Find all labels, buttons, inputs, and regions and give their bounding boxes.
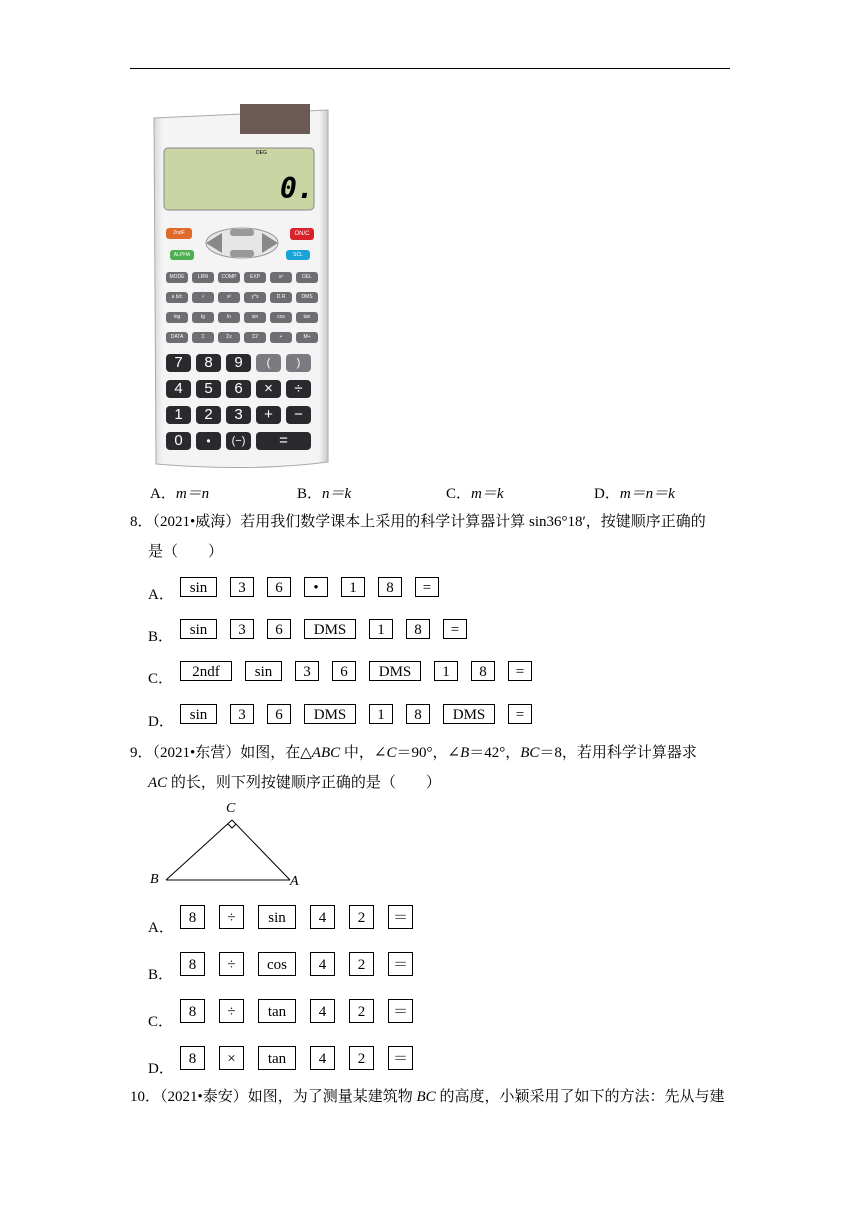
calculator-key-box [349,905,374,929]
calculator-key-box [406,704,430,724]
calculator-key-box [258,952,296,976]
scl-key[interactable]: SCL [286,250,310,260]
number-row-2 [166,380,311,398]
alpha-key[interactable]: ALPHA [170,250,194,260]
key-label: • [313,580,319,596]
calc-key[interactable]: 7 [166,354,191,372]
calculator-key-box [180,577,217,597]
q9-var: AC [148,775,168,791]
option-label: C． [446,486,472,502]
key-label: 8 [188,1051,197,1067]
key-label: 1 [349,580,357,596]
calculator-key-box [180,952,205,976]
key-label: 8 [414,707,422,723]
calculator-key-box [219,999,244,1023]
calculator-key-box [230,577,254,597]
q10-stem-line1 [130,1087,724,1107]
calculator-key-box [406,619,430,639]
number-row-3 [166,406,311,424]
calculator-key-box [369,661,421,681]
q9-text: ＝90°，∠ [396,745,461,761]
calculator-key-box [295,661,319,681]
calculator-key-box [388,1046,413,1070]
key-label: ＝ [392,1051,408,1067]
calc-key[interactable]: ln [218,312,240,323]
calculator-key-box [180,999,205,1023]
vertex-label-b: B [150,872,159,887]
calc-key[interactable]: 4 [166,380,191,398]
key-label: 8 [386,580,394,596]
option-label: B． [297,486,323,502]
key-label: tan [267,1004,287,1020]
key-label: 6 [275,580,283,596]
calculator-key-box [349,952,374,976]
vertex-label-a: A [290,874,299,889]
function-row-2 [166,292,318,303]
calc-key[interactable]: DMS [296,292,318,303]
key-label: 8 [188,957,197,973]
calculator-key-box [388,952,413,976]
calc-key[interactable]: DEL [296,272,318,283]
function-row-4 [166,332,318,343]
calc-key[interactable]: tan [296,312,318,323]
calculator-key-box [180,1046,205,1070]
key-label: 4 [318,1051,327,1067]
calculator-key-box [267,619,291,639]
key-label: 2 [357,910,366,926]
key-label: DMS [378,664,412,680]
calc-key[interactable]: ) [286,354,311,372]
calc-key[interactable]: 9 [226,354,251,372]
key-label: 1 [377,707,385,723]
on-c-key[interactable]: ON/C [290,228,314,240]
calculator-key-box [258,999,296,1023]
q8-stem-line2: 是（ ） [148,544,224,560]
calc-key[interactable]: √ [192,292,214,303]
option-label: C． [148,1014,174,1030]
key-label: 3 [303,664,311,680]
key-label: sin [268,910,286,926]
option-text: m＝k [471,486,504,502]
calculator-key-box [310,999,335,1023]
q9-text: ＝42°， [469,745,521,761]
calculator-key-box [258,1046,296,1070]
option-label: A． [150,486,176,502]
option-text: m＝n＝k [619,486,675,502]
calculator-key-box [508,704,532,724]
function-row-1 [166,272,318,283]
calculator-key-box [369,619,393,639]
calculator-image [152,100,332,470]
option-label: A． [148,587,174,603]
key-label: 4 [318,957,327,973]
calc-key[interactable]: × [256,380,281,398]
calc-key[interactable]: ÷ [286,380,311,398]
calc-key[interactable]: cos [270,312,292,323]
q9-stem-line1 [130,743,697,763]
key-label: 8 [188,1004,197,1020]
key-label: ÷ [227,910,236,926]
q9-var: ABC [311,745,341,761]
calc-key[interactable]: Σ [192,332,214,343]
calculator-key-box [378,577,402,597]
calc-key[interactable]: 0 [166,432,191,450]
calc-key[interactable]: + [256,406,281,424]
calculator-key-box [304,704,356,724]
key-label: 2 [357,957,366,973]
calculator-key-box [388,999,413,1023]
key-label: 3 [238,707,246,723]
q9-var: C [386,745,397,761]
key-label: 6 [340,664,348,680]
calc-key[interactable]: 5 [196,380,221,398]
key-label: sin [189,622,208,638]
calculator-key-box [180,619,217,639]
calculator-key-box [219,905,244,929]
key-label: 2 [357,1004,366,1020]
key-label: 2ndf [192,664,220,680]
key-label: 1 [377,622,385,638]
calc-key[interactable]: a b/c [166,292,188,303]
q9-stem-line2 [148,773,441,793]
key-label: ＝ [392,1004,408,1020]
key-label: ÷ [227,957,236,973]
option-label: B． [148,629,174,645]
calc-key[interactable]: x² [270,272,292,283]
q10-text: 10．（2021•泰安）如图，为了测量某建筑物 [130,1089,417,1105]
key-label: ＝ [392,910,408,926]
calc-key[interactable]: • [196,432,221,450]
key-label: ＝ [392,957,408,973]
calculator-key-box [267,704,291,724]
key-label: 6 [275,707,283,723]
key-label: = [450,622,460,638]
calculator-key-box [341,577,365,597]
key-label: sin [254,664,273,680]
calculator-key-box [369,704,393,724]
triangle-figure [148,800,318,895]
calc-key[interactable]: lg [192,312,214,323]
key-label: sin [189,580,208,596]
q8-stem-line1: 8．（2021•威海）若用我们数学课本上采用的科学计算器计算 sin36°18′，按键顺序正确的 [130,514,706,530]
calculator-key-box [267,577,291,597]
calc-key[interactable]: MODE [166,272,188,283]
calculator-key-box [332,661,356,681]
calc-key[interactable]: 6 [226,380,251,398]
calculator-key-box [471,661,495,681]
calculator-key-box [245,661,282,681]
calc-key[interactable]: ( [256,354,281,372]
key-label: = [515,707,525,723]
calculator-key-box [349,999,374,1023]
key-label: ÷ [227,1004,236,1020]
q9-text: ＝8，若用科学计算器求 [539,745,697,761]
calculator-key-box [180,661,232,681]
display-indicator: DEG [256,150,267,156]
option-label: D． [148,1061,174,1077]
key-label: × [227,1051,236,1067]
q7-option-c [446,484,504,504]
2ndf-key[interactable]: 2ndF [166,228,192,239]
calc-key[interactable]: M+ [296,332,318,343]
calc-key[interactable]: − [286,406,311,424]
option-label: D． [148,714,174,730]
calculator-key-box [508,661,532,681]
option-label: B． [148,967,174,983]
option-label: A． [148,920,174,936]
calc-key[interactable]: EXP [244,272,266,283]
key-label: tan [267,1051,287,1067]
calculator-key-box [304,619,356,639]
calculator-key-box [443,619,467,639]
calc-key[interactable]: D.R [270,292,292,303]
key-label: = [422,580,432,596]
calculator-key-box [310,1046,335,1070]
calc-key[interactable]: DATA [166,332,188,343]
key-label: 3 [238,580,246,596]
calculator-key-box [443,704,495,724]
calculator-key-box [230,704,254,724]
calc-key[interactable]: sin [244,312,266,323]
key-label: DMS [313,707,347,723]
q7-option-a [150,484,209,504]
q9-var: BC [520,745,540,761]
q7-option-b [297,484,351,504]
number-row-4 [166,432,311,450]
display-value: 0. [280,172,314,205]
key-label: 4 [318,1004,327,1020]
option-text: n＝k [322,486,352,502]
calculator-key-box [310,952,335,976]
key-label: 1 [442,664,450,680]
key-label: 8 [188,910,197,926]
key-label: DMS [313,622,347,638]
option-label: D． [594,486,620,502]
q10-var: BC [416,1089,436,1105]
calc-key[interactable]: y^x [244,292,266,303]
key-label: 8 [479,664,487,680]
calc-key[interactable]: Σx [218,332,240,343]
calc-key[interactable]: x² [218,292,240,303]
key-label: DMS [452,707,486,723]
number-row-1 [166,354,311,372]
calculator-key-box [180,704,217,724]
calculator-key-box [180,905,205,929]
calculator-key-box [349,1046,374,1070]
calculator-key-box [415,577,439,597]
option-text: m＝n [175,486,210,502]
calculator-key-box [434,661,458,681]
calc-key[interactable]: COMP [218,272,240,283]
key-label: = [515,664,525,680]
arrow-pad[interactable] [204,226,280,260]
vertex-label-c: C [226,801,236,816]
key-label: 6 [275,622,283,638]
calc-key[interactable]: (−) [226,432,251,450]
calculator-key-box [258,905,296,929]
calc-key[interactable]: 3 [226,406,251,424]
calculator-key-box [219,952,244,976]
calculator-key-box [304,577,328,597]
calc-key[interactable]: + [270,332,292,343]
header-rule [130,68,730,69]
key-label: 2 [357,1051,366,1067]
q7-option-d [594,484,675,504]
calculator-key-box [230,619,254,639]
q9-text: 中，∠ [340,745,387,761]
calc-key[interactable]: = [256,432,311,450]
calculator-key-box [388,905,413,929]
key-label: 8 [414,622,422,638]
calculator-key-box [310,905,335,929]
option-label: C． [148,671,174,687]
calc-key[interactable]: Σ2 [244,332,266,343]
q9-text: 的长，则下列按键顺序正确的是（ ） [167,775,441,791]
function-row-3 [166,312,318,323]
calc-key[interactable]: LRN [192,272,214,283]
key-label: 4 [318,910,327,926]
key-label: sin [189,707,208,723]
calc-key[interactable]: 2 [196,406,221,424]
q9-text: 9．（2021•东营）如图，在△ [130,745,312,761]
calc-key[interactable]: 1 [166,406,191,424]
calculator-key-box [219,1046,244,1070]
key-label: cos [267,957,287,973]
calc-key[interactable]: log [166,312,188,323]
q9-var: B [460,745,470,761]
calc-key[interactable]: 8 [196,354,221,372]
key-label: 3 [238,622,246,638]
q10-text: 的高度，小颖采用了如下的方法：先从与建 [435,1089,725,1105]
